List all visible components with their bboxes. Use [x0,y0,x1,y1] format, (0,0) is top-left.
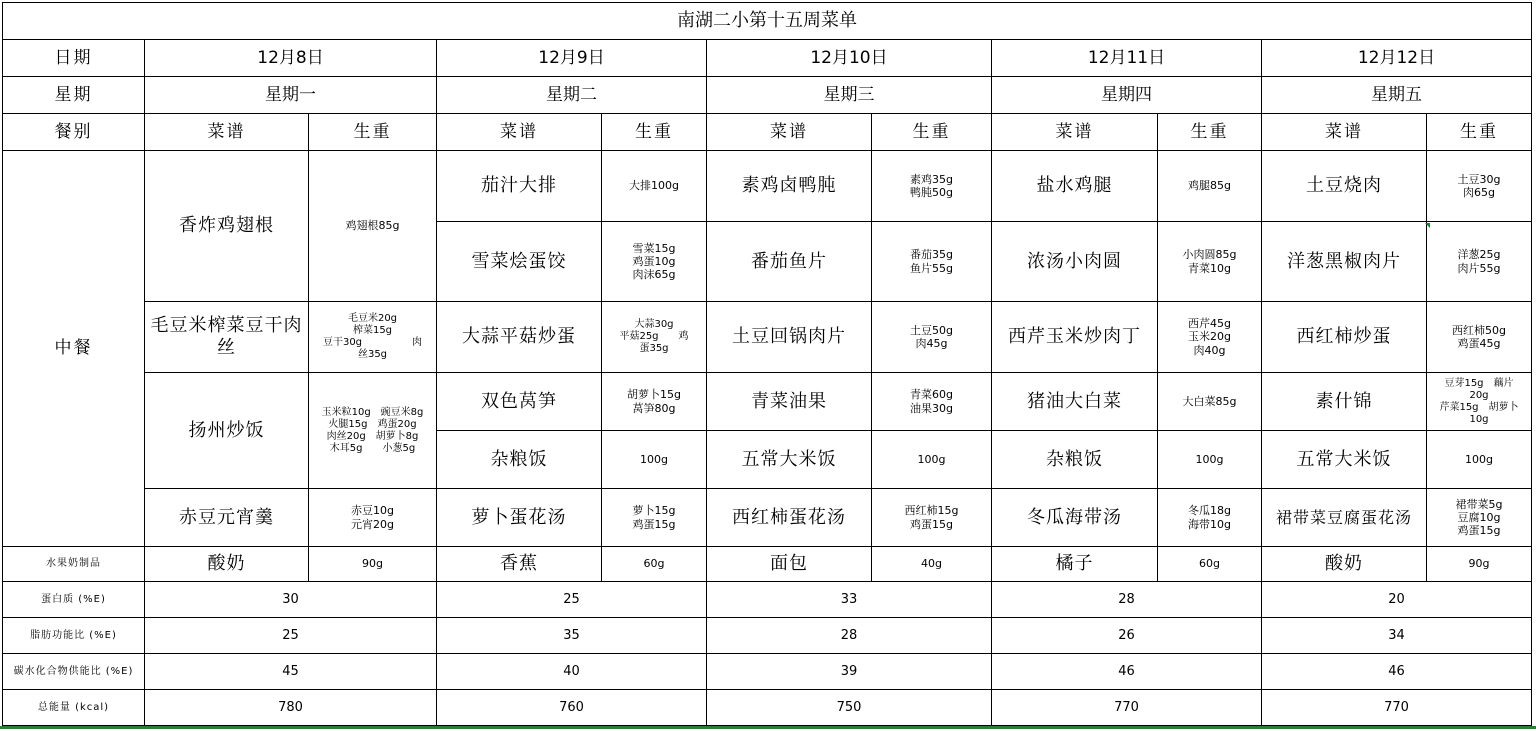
meal-type-label: 餐别 [3,114,145,151]
dish-name: 杂粮饭 [992,431,1158,489]
dish-weight: 冬瓜18g 海带10g [1158,489,1262,547]
recipe-header: 菜谱 [1262,114,1427,151]
dish-weight: 毛豆米20g 榨菜15g 豆干30g 肉 丝35g [309,302,437,373]
menu-title: 南湖二小第十五周菜单 [3,3,1532,40]
dish-weight: 小肉圆85g 青菜10g [1158,222,1262,302]
fruit-weight: 60g [1158,547,1262,582]
dish-weight: 100g [1427,431,1532,489]
dish-name: 萝卜蛋花汤 [437,489,602,547]
menu-table [2,2,1532,726]
cell-comment-marker [1425,223,1430,228]
weight-header: 生重 [602,114,707,151]
dish-name: 洋葱黑椒肉片 [1262,222,1427,302]
dish-weight: 裙带菜5g 豆腐10g 鸡蛋15g [1427,489,1532,547]
weight-header: 生重 [309,114,437,151]
dish-name: 西芹玉米炒肉丁 [992,302,1158,373]
energy-label: 总能量 (kcal) [3,690,145,726]
weekday-thu: 星期四 [992,77,1262,114]
fat-value: 26 [992,618,1262,654]
weekday-wed: 星期三 [707,77,992,114]
dish-weight: 土豆50g 肉45g [872,302,992,373]
date-thu: 12月11日 [992,40,1262,77]
dish-weight: 土豆30g 肉65g [1427,151,1532,222]
weekday-tue: 星期二 [437,77,707,114]
dish-weight: 大蒜30g 平菇25g 鸡 蛋35g [602,302,707,373]
carb-value: 46 [992,654,1262,690]
dish-weight: 西芹45g 玉米20g 肉40g [1158,302,1262,373]
dish-name: 赤豆元宵羹 [145,489,309,547]
fat-value: 28 [707,618,992,654]
dish-name: 西红柿蛋花汤 [707,489,872,547]
fruit-name: 香蕉 [437,547,602,582]
dish-name: 猪油大白菜 [992,373,1158,431]
fruit-name: 面包 [707,547,872,582]
energy-value: 770 [992,690,1262,726]
dish-weight: 鸡翅根85g [309,151,437,302]
protein-label: 蛋白质 (%E) [3,582,145,618]
weight-header: 生重 [1427,114,1532,151]
dish-name: 双色莴笋 [437,373,602,431]
dish-weight: 大白菜85g [1158,373,1262,431]
carb-value: 45 [145,654,437,690]
dish-name: 素什锦 [1262,373,1427,431]
dish-weight: 番茄35g 鱼片55g [872,222,992,302]
dish-name: 茄汁大排 [437,151,602,222]
dish-weight: 100g [1158,431,1262,489]
fruit-name: 酸奶 [145,547,309,582]
fruit-weight: 90g [309,547,437,582]
dish-weight: 西红柿50g 鸡蛋45g [1427,302,1532,373]
fruit-dairy-label: 水果奶制品 [3,547,145,582]
carb-value: 39 [707,654,992,690]
energy-value: 760 [437,690,707,726]
dish-name: 青菜油果 [707,373,872,431]
weekday-label: 星期 [3,77,145,114]
fat-value: 34 [1262,618,1532,654]
dish-weight: 洋葱25g 肉片55g [1427,222,1532,302]
recipe-header: 菜谱 [437,114,602,151]
dish-name: 西红柿炒蛋 [1262,302,1427,373]
fat-value: 25 [145,618,437,654]
carb-label: 碳水化合物供能比 (%E) [3,654,145,690]
dish-name: 土豆烧肉 [1262,151,1427,222]
lunch-label: 中餐 [3,151,145,547]
date-wed: 12月10日 [707,40,992,77]
dish-weight: 青菜60g 油果30g [872,373,992,431]
weekday-mon: 星期一 [145,77,437,114]
dish-name: 大蒜平菇炒蛋 [437,302,602,373]
dish-weight: 胡萝卜15g 莴笋80g [602,373,707,431]
protein-value: 25 [437,582,707,618]
energy-value: 750 [707,690,992,726]
dish-name: 香炸鸡翅根 [145,151,309,302]
recipe-header: 菜谱 [145,114,309,151]
protein-value: 33 [707,582,992,618]
dish-weight: 100g [872,431,992,489]
weekday-fri: 星期五 [1262,77,1532,114]
dish-name: 番茄鱼片 [707,222,872,302]
date-fri: 12月12日 [1262,40,1532,77]
dish-name: 浓汤小肉圆 [992,222,1158,302]
dish-weight: 素鸡35g 鸭肫50g [872,151,992,222]
carb-value: 46 [1262,654,1532,690]
dish-name: 雪菜烩蛋饺 [437,222,602,302]
dish-name: 盐水鸡腿 [992,151,1158,222]
dish-weight: 100g [602,431,707,489]
recipe-header: 菜谱 [707,114,872,151]
fruit-weight: 40g [872,547,992,582]
weight-header: 生重 [872,114,992,151]
weight-header: 生重 [1158,114,1262,151]
fruit-weight: 60g [602,547,707,582]
dish-weight: 萝卜15g 鸡蛋15g [602,489,707,547]
date-tue: 12月9日 [437,40,707,77]
protein-value: 30 [145,582,437,618]
fat-value: 35 [437,618,707,654]
dish-weight: 西红柿15g 鸡蛋15g [872,489,992,547]
fat-label: 脂肪功能比 (%E) [3,618,145,654]
carb-value: 40 [437,654,707,690]
dish-name: 五常大米饭 [707,431,872,489]
dish-name: 土豆回锅肉片 [707,302,872,373]
protein-value: 28 [992,582,1262,618]
energy-value: 780 [145,690,437,726]
dish-weight: 豆芽15g 藕片 20g 芹菜15g 胡萝卜 10g [1427,373,1532,431]
date-mon: 12月8日 [145,40,437,77]
dish-weight: 雪菜15g 鸡蛋10g 肉沫65g [602,222,707,302]
dish-name: 素鸡卤鸭肫 [707,151,872,222]
selection-edge-line [0,726,1536,729]
fruit-name: 酸奶 [1262,547,1427,582]
dish-weight: 大排100g [602,151,707,222]
dish-weight: 玉米粒10g 豌豆米8g 火腿15g 鸡蛋20g 肉丝20g 胡萝卜8g 木耳5g 小葱5g [309,373,437,489]
date-label: 日期 [3,40,145,77]
dish-name: 冬瓜海带汤 [992,489,1158,547]
fruit-name: 橘子 [992,547,1158,582]
energy-value: 770 [1262,690,1532,726]
dish-name: 杂粮饭 [437,431,602,489]
recipe-header: 菜谱 [992,114,1158,151]
dish-weight: 赤豆10g 元宵20g [309,489,437,547]
dish-name: 裙带菜豆腐蛋花汤 [1262,489,1427,547]
dish-name: 扬州炒饭 [145,373,309,489]
dish-name: 五常大米饭 [1262,431,1427,489]
dish-name: 毛豆米榨菜豆干肉丝 [145,302,309,373]
protein-value: 20 [1262,582,1532,618]
dish-weight: 鸡腿85g [1158,151,1262,222]
fruit-weight: 90g [1427,547,1532,582]
